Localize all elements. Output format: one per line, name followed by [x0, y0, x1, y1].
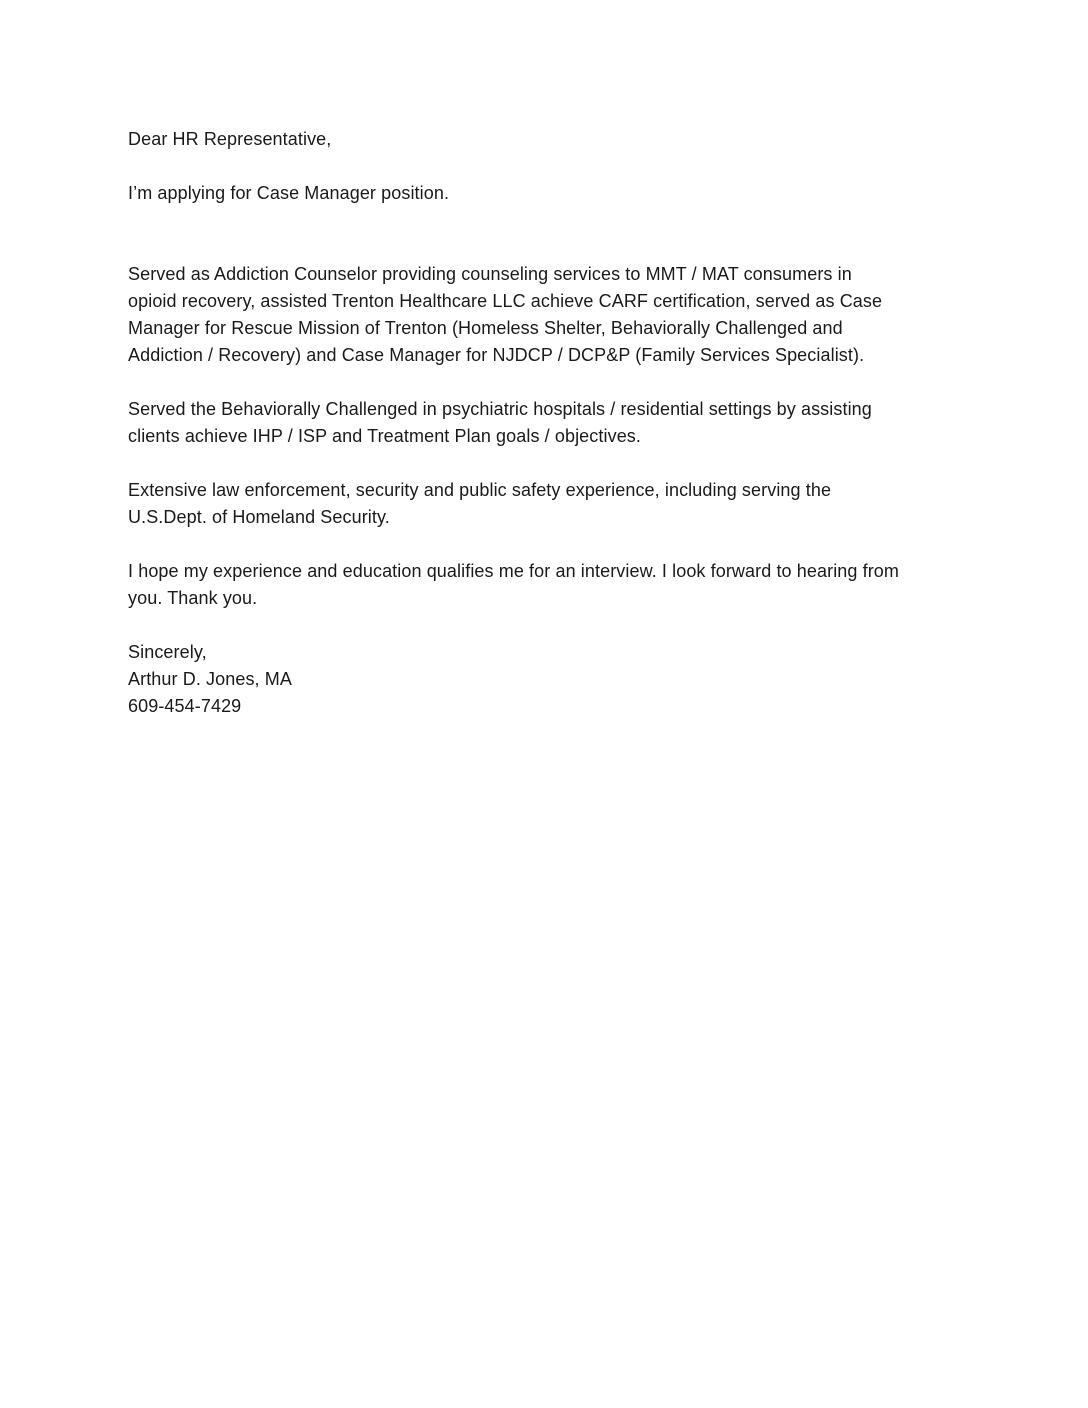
paragraph-line: Extensive law enforcement, security and public safety experience, including serving the	[128, 480, 832, 500]
intro-line	[128, 180, 976, 207]
paragraph-line: Manager for Rescue Mission of Trenton (Homeless Shelter, Behaviorally Challenged and	[128, 318, 843, 338]
paragraph-line: Served the Behaviorally Challenged in psychiatric hospitals / residential settings by assisting	[128, 399, 872, 419]
body-paragraph-2	[128, 396, 976, 450]
paragraph-line: clients achieve IHP / ISP and Treatment Plan goals / objectives.	[128, 426, 642, 446]
body-paragraph-1	[128, 261, 976, 369]
paragraph-line: opioid recovery, assisted Trenton Healthcare LLC achieve CARF certification, served as Case	[128, 291, 883, 311]
body-paragraph-3	[128, 477, 976, 531]
cover-letter	[128, 126, 976, 720]
greeting-text: Dear HR Representative,	[128, 129, 332, 149]
intro-text: I’m applying for Case Manager position.	[128, 183, 450, 203]
signature-name: Arthur D. Jones, MA	[128, 669, 292, 689]
paragraph-line: Served as Addiction Counselor providing counseling services to MMT / MAT consumers in	[128, 264, 852, 284]
closing-text: Sincerely,	[128, 642, 207, 662]
body-paragraph-4	[128, 558, 976, 612]
paragraph-line: you. Thank you.	[128, 588, 258, 608]
signature-block	[128, 639, 976, 720]
paragraph-line: U.S.Dept. of Homeland Security.	[128, 507, 390, 527]
signature-phone: 609-454-7429	[128, 696, 242, 716]
greeting-line	[128, 126, 976, 153]
paragraph-line: Addiction / Recovery) and Case Manager for NJDCP / DCP&P (Family Services Specialist).	[128, 345, 865, 365]
paragraph-line: I hope my experience and education qualifies me for an interview. I look forward to hearing from	[128, 561, 900, 581]
